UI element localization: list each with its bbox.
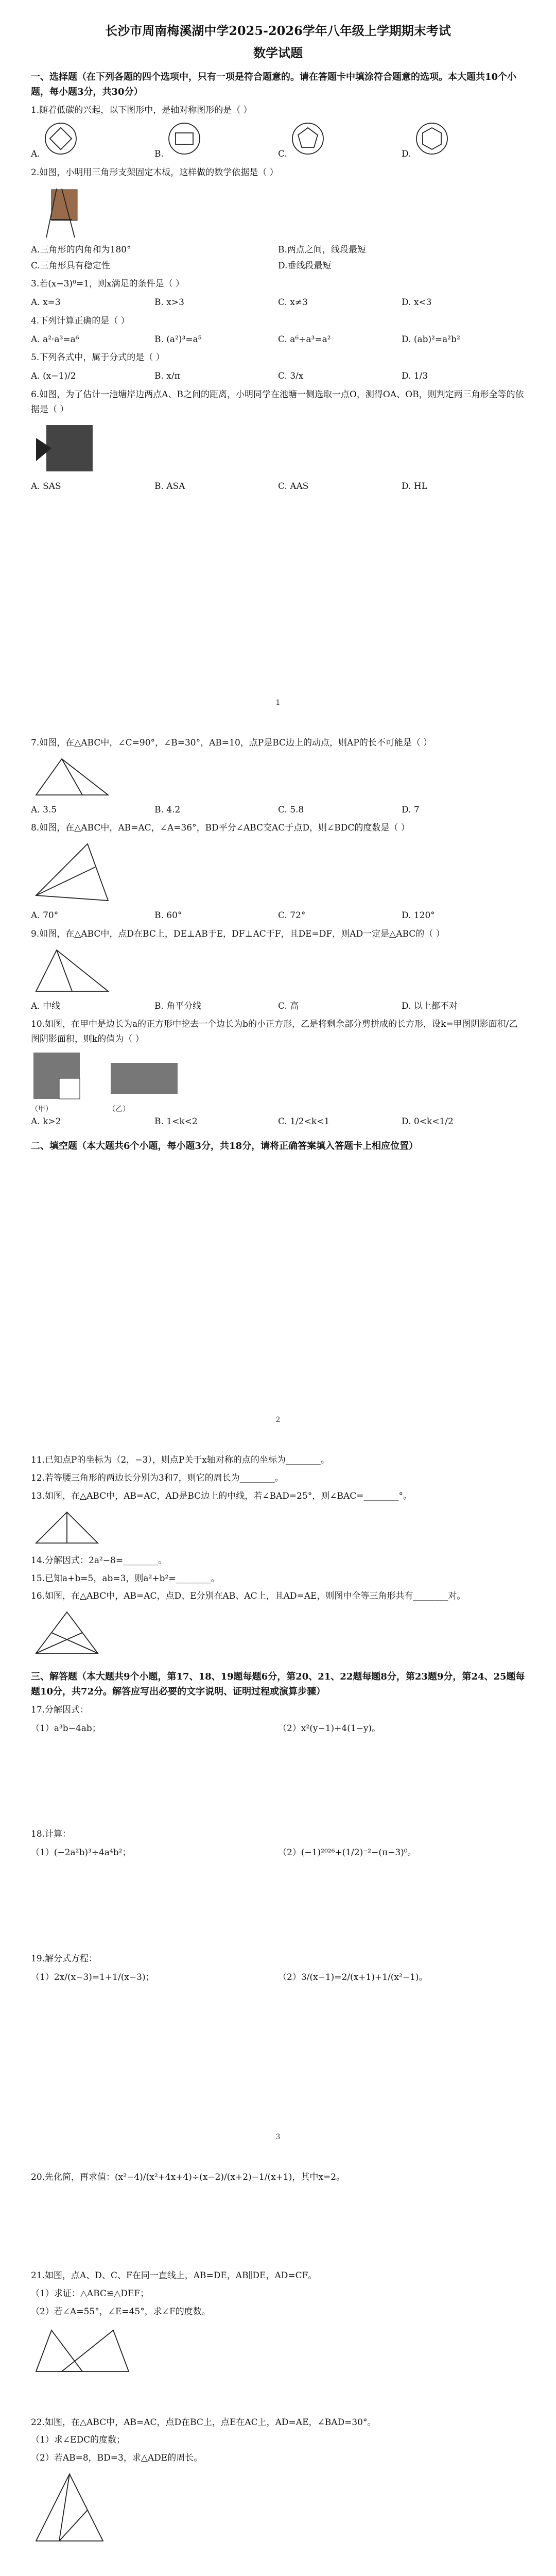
page-1 [0, 0, 556, 717]
part: （1）(−2a²b)³÷4a⁴b²； [31, 1848, 131, 1858]
emblem-circle-hexagon-icon [414, 121, 450, 157]
part: （2）x²(y−1)+4(1−y)。 [278, 1723, 381, 1734]
option-label: B. [154, 149, 164, 160]
question-20: 20.先化简，再求值：(x²−4)/(x²+4x+4)÷(x−2)/(x+2)−1/(x+1)，其中x=2。 [31, 2172, 345, 2182]
option-label: A. [31, 149, 40, 160]
square-figure-jia [31, 1050, 82, 1101]
option: D. (ab)²=a²b² [402, 334, 460, 345]
part: （2）(−1)²⁰²⁶+(1/2)⁻²−(π−3)⁰。 [278, 1848, 416, 1858]
option: D.垂线段最短 [278, 260, 332, 271]
exam-subtitle: 数学试题 [253, 45, 303, 60]
option: B. 1<k<2 [154, 1116, 198, 1127]
option: C. 1/2<k<1 [278, 1116, 330, 1127]
option: B. 4.2 [154, 804, 181, 815]
option: C. a⁶÷a³=a² [278, 334, 331, 345]
option: D. 7 [402, 804, 420, 815]
part: （1）2x/(x−3)=1+1/(x−3)； [31, 1972, 154, 1982]
option: A. 中线 [31, 1001, 61, 1011]
question-6: 6.如图，为了估计一池塘岸边两点A、B之间的距离，小明同学在池塘一侧选取一点O，测得OA、OB，则判定两三角形全等的依据是（ ） [31, 389, 524, 415]
question-22-part-1: （1）求∠EDC的度数； [31, 2435, 126, 2446]
emblem-circle-rect-icon [166, 121, 202, 157]
question-4: 4.下列计算正确的是（ ） [31, 315, 130, 326]
option [278, 121, 402, 162]
option: B. 60° [154, 910, 182, 921]
section-3-heading: 三、解答题（本大题共9个小题，第17、18、19题每题6分，第20、21、22题每题8分，第23题9分，第24、25题每题10分，共72分。解答应写出必要的文字说明、证明过程或演算步骤） [31, 1671, 525, 1698]
option: C. 高 [278, 1001, 299, 1011]
question-4-options [31, 332, 525, 348]
section-1-heading: 一、选择题（在下列各题的四个选项中，只有一项是符合题意的。请在答题卡中填涂符合题意的选项。本大题共10个小题，每小题3分，共30分） [31, 72, 517, 97]
pond-figure [31, 420, 103, 477]
option: C. 5.8 [278, 804, 304, 815]
question-3: 3.若(x−3)⁰=1，则x满足的条件是（ ） [31, 279, 184, 290]
option: D. 0<k<1/2 [402, 1116, 454, 1127]
question-1: 1.随着低碳的兴起，以下图形中，是轴对称图形的是（ ） [31, 105, 252, 115]
question-21-part-1: （1）求证：△ABC≌△DEF； [31, 2288, 149, 2299]
triangle-figure-q22 [31, 2469, 108, 2546]
option: C. x≠3 [278, 297, 308, 308]
option: D. 以上都不对 [402, 1001, 458, 1011]
question-18-parts [31, 1845, 525, 1861]
option: A.三角形的内角和为180° [31, 244, 131, 255]
question-10-figures [31, 1050, 525, 1114]
question-7-options [31, 802, 525, 818]
emblem-circle-pentagon-icon [290, 121, 326, 157]
question-21: 21.如图，点A、D、C、F在同一直线上，AB=DE，AB∥DE，AD=CF。 [31, 2270, 317, 2281]
easel-figure [31, 183, 88, 240]
option: B. x>3 [154, 297, 184, 308]
question-2: 2.如图，小明用三角形支架固定木板，这样做的数学依据是（ ） [31, 167, 279, 178]
figure-jia [31, 1050, 82, 1114]
exam-title: 长沙市周南梅溪湖中学2025-2026学年八年级上学期期末考试 [105, 23, 451, 38]
question-5-options [31, 368, 525, 384]
question-18: 18.计算： [31, 1829, 72, 1840]
option: A. k>2 [31, 1116, 61, 1127]
option: D. x<3 [402, 297, 432, 308]
option: B. ASA [154, 481, 185, 492]
option: A. SAS [31, 481, 61, 492]
question-9-options [31, 998, 525, 1014]
question-21-part-2: （2）若∠A=55°，∠E=45°，求∠F的度数。 [31, 2306, 211, 2317]
question-11: 11.已知点P的坐标为（2，−3），则点P关于x轴对称的点的坐标为________。 [31, 1455, 329, 1465]
question-10-options [31, 1114, 525, 1130]
question-17: 17.分解因式： [31, 1704, 89, 1715]
option-label: C. [278, 149, 287, 160]
option [31, 121, 154, 162]
option: A. 3.5 [31, 804, 57, 815]
figure-yi [108, 1050, 180, 1114]
question-19-parts [31, 1970, 525, 1986]
question-10: 10.如图，在甲中是边长为a的正方形中挖去一个边长为b的小正方形，乙是将剩余部分剪拼成的长方形，设k=甲图阴影面积/乙图阴影面积，则k的值为（ ） [31, 1019, 518, 1045]
option [402, 121, 525, 162]
page-2 [0, 717, 556, 1434]
triangle-figure-q7 [31, 754, 113, 800]
question-13: 13.如图，在△ABC中，AB=AC，AD是BC边上的中线，若∠BAD=25°，则∠BAC=________°。 [31, 1490, 412, 1501]
option: B.两点之间，线段最短 [278, 244, 366, 255]
emblem-circle-square-icon [43, 121, 79, 157]
page-number: 3 [275, 2133, 281, 2141]
option: D. 120° [402, 910, 435, 921]
option: C. 3/x [278, 371, 304, 382]
option: A. a²·a³=a⁶ [31, 334, 79, 345]
option: A. 70° [31, 910, 59, 921]
option: D. HL [402, 481, 427, 492]
question-7: 7.如图，在△ABC中，∠C=90°，∠B=30°，AB=10，点P是BC边上的动点，则AP的长不可能是（ ） [31, 738, 432, 748]
triangles-figure-q21 [31, 2323, 134, 2379]
question-9: 9.如图，在△ABC中，点D在BC上，DE⊥AB于E，DF⊥AC于F，且DE=DF，则AD一定是△ABC的（ ） [31, 928, 445, 939]
option: B. x/π [154, 371, 180, 382]
triangle-figure-q13 [31, 1507, 103, 1548]
page-number: 1 [275, 699, 281, 707]
page-number: 2 [275, 1416, 281, 1424]
option: A. x=3 [31, 297, 61, 308]
figure-caption: （甲） [31, 1105, 53, 1114]
question-2-options [31, 242, 525, 274]
question-19: 19.解分式方程： [31, 1953, 98, 1964]
question-3-options [31, 295, 525, 311]
option: B. 角平分线 [154, 1001, 202, 1011]
option-label: D. [402, 149, 411, 160]
question-8-options [31, 908, 525, 924]
triangle-figure-q8 [31, 839, 113, 906]
figure-caption: （乙） [108, 1105, 130, 1114]
page-3 [0, 1434, 556, 2151]
question-22-part-2: （2）若AB=8，BD=3，求△ADE的周长。 [31, 2453, 203, 2464]
question-8: 8.如图，在△ABC中，AB=AC，∠A=36°，BD平分∠ABC交AC于点D，则∠BDC的度数是（ ） [31, 823, 410, 834]
question-6-options [31, 479, 525, 495]
option: A. (x−1)/2 [31, 371, 76, 382]
question-15: 15.已知a+b=5，ab=3，则a²+b²=________。 [31, 1573, 220, 1584]
option: D. 1/3 [402, 371, 428, 382]
triangle-figure-q16 [31, 1607, 103, 1658]
option: C. 72° [278, 910, 306, 921]
part: （2）3/(x−1)=2/(x+1)+1/(x²−1)。 [278, 1972, 428, 1982]
section-2-heading: 二、填空题（本大题共6个小题，每小题3分，共18分，请将正确答案填入答题卡上相应位置） [31, 1140, 419, 1151]
option: C. AAS [278, 481, 309, 492]
option: C.三角形具有稳定性 [31, 260, 110, 271]
triangle-figure-q9 [31, 945, 113, 996]
page-4 [0, 2151, 556, 2576]
question-5: 5.下列各式中，属于分式的是（ ） [31, 352, 165, 363]
rect-figure-yi [108, 1050, 180, 1101]
question-12: 12.若等腰三角形的两边长分别为3和7，则它的周长为________。 [31, 1472, 284, 1483]
question-1-options [31, 121, 525, 162]
question-14: 14.分解因式：2a²−8=________。 [31, 1555, 167, 1566]
question-17-parts [31, 1721, 525, 1737]
question-22: 22.如图，在△ABC中，AB=AC，点D在BC上，点E在AC上，AD=AE，∠BAD=30°。 [31, 2417, 376, 2428]
option: B. (a²)³=a⁵ [154, 334, 202, 345]
question-16: 16.如图，在△ABC中，AB=AC，点D、E分别在AB、AC上，且AD=AE，则图中全等三角形共有________对。 [31, 1591, 466, 1602]
part: （1）a³b−4ab； [31, 1723, 101, 1734]
option [154, 121, 278, 162]
